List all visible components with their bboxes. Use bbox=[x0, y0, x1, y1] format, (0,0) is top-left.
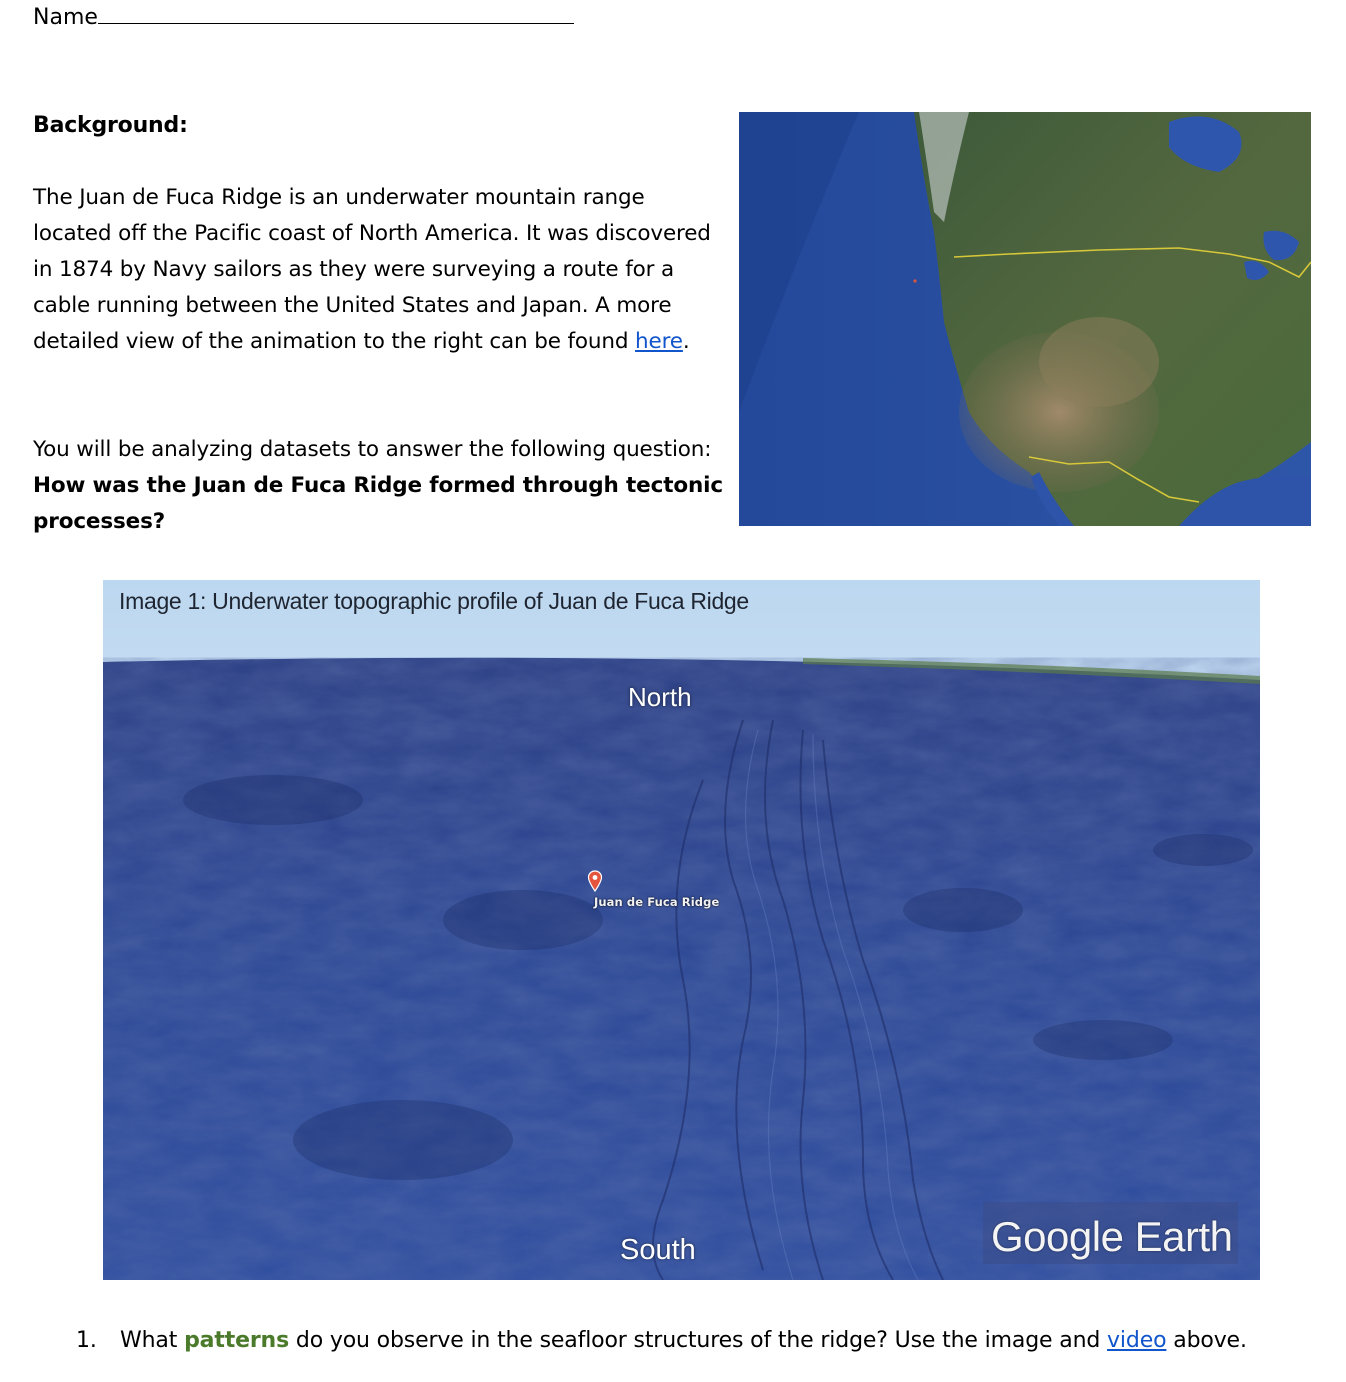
question-1 bbox=[76, 1326, 1247, 1356]
north-label: North bbox=[628, 682, 692, 712]
background-period: . bbox=[682, 329, 690, 354]
image-caption: Image 1: Underwater topographic profile of Juan de Fuca Ridge bbox=[119, 588, 749, 614]
question-text-start: What bbox=[120, 1328, 185, 1353]
north-america-satellite-map bbox=[739, 112, 1311, 526]
highlight-patterns: patterns bbox=[184, 1328, 290, 1353]
location-pin-icon bbox=[587, 870, 603, 892]
background-heading: Background: bbox=[33, 113, 188, 138]
google-earth-watermark: Google Earth bbox=[991, 1213, 1233, 1260]
question-paragraph bbox=[33, 432, 723, 540]
question-number: 1. bbox=[76, 1328, 97, 1353]
here-link[interactable]: here bbox=[635, 329, 683, 354]
name-field bbox=[33, 4, 574, 32]
guiding-question: How was the Juan de Fuca Ridge formed through tectonic processes? bbox=[33, 473, 723, 534]
question-intro: You will be analyzing datasets to answer the following question: bbox=[33, 437, 712, 462]
ridge-topographic-image bbox=[103, 580, 1260, 1280]
name-blank-line[interactable] bbox=[98, 23, 574, 24]
question-text-middle: do you observe in the seafloor structures of the ridge? Use the image and bbox=[289, 1328, 1108, 1353]
background-paragraph bbox=[33, 180, 723, 360]
video-link[interactable]: video bbox=[1107, 1328, 1167, 1353]
question-text-end: above. bbox=[1166, 1328, 1247, 1353]
pin-label: Juan de Fuca Ridge bbox=[594, 895, 720, 909]
south-label: South bbox=[620, 1234, 696, 1266]
background-text: The Juan de Fuca Ridge is an underwater mountain range located off the Pacific coast of North America. It was discovered in 1874 by Navy sailors as they were surveying a route for a cable running between the United States and Japan. A more detailed view of the animation to the right can be found bbox=[33, 185, 711, 354]
name-label: Name bbox=[33, 5, 98, 30]
